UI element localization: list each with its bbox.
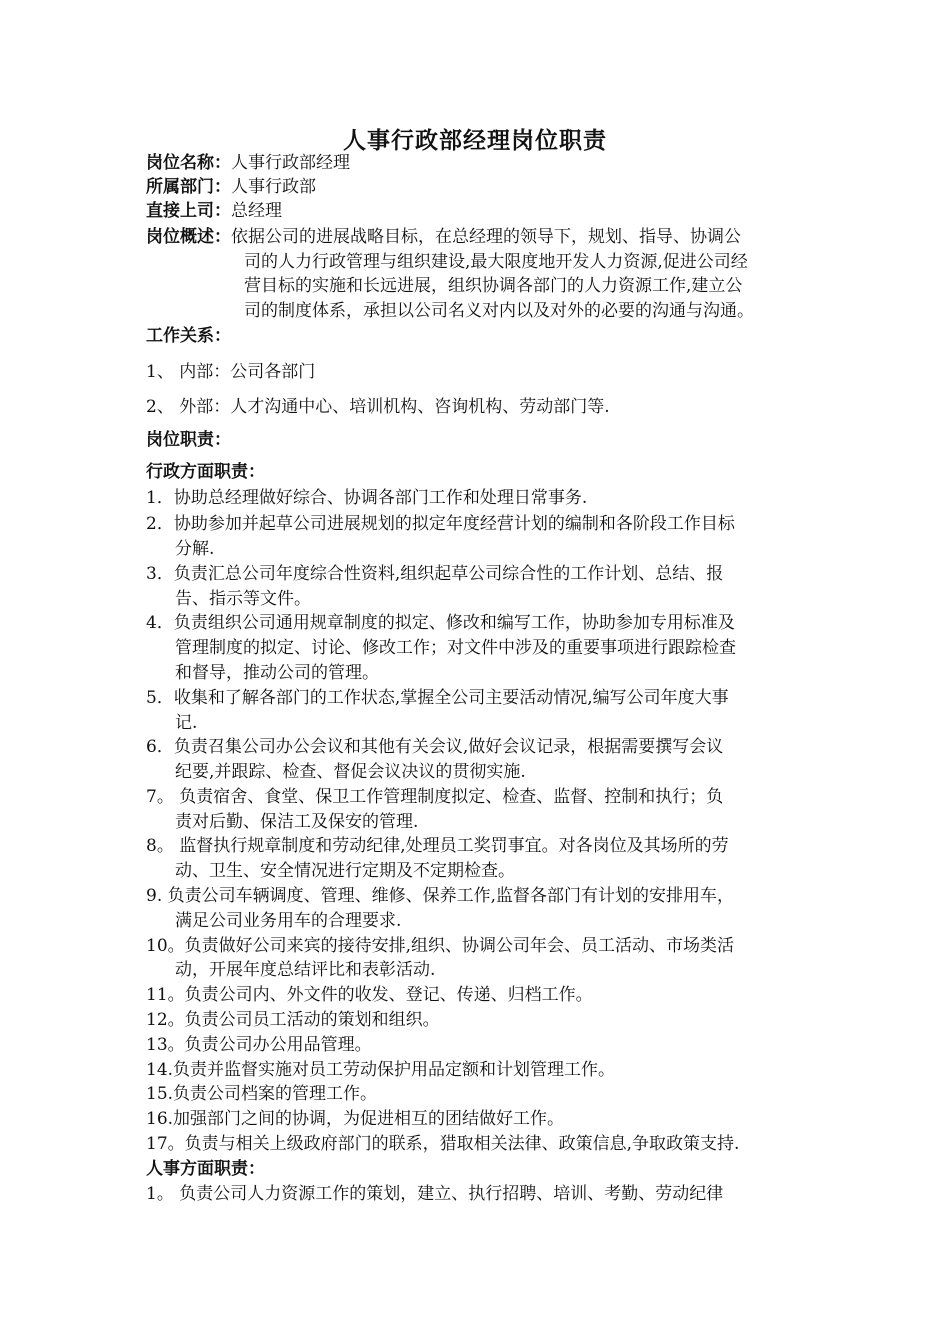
department-value: 人事行政部	[231, 177, 316, 197]
duty-line: 8。 监督执行规章制度和劳动纪律,处理员工奖罚事宜。对各岗位及其场所的劳	[146, 836, 729, 856]
duty-line: 7。 负责宿舍、食堂、保卫工作管理制度拟定、检查、监督、控制和执行；负	[146, 787, 724, 807]
department-label: 所属部门：	[146, 177, 231, 197]
duty-line: 6．负责召集公司办公会议和其他有关会议,做好会议记录，根据需要撰写会议	[146, 737, 724, 757]
relation-item: 1、 内部：公司各部门	[146, 362, 316, 382]
hr-duties-heading: 人事方面职责：	[146, 1159, 265, 1179]
duty-line: 1。 负责公司人力资源工作的策划，建立、执行招聘、培训、考勤、劳动纪律	[146, 1184, 724, 1204]
summary-label: 岗位概述：	[146, 227, 231, 247]
duty-line: 2．协助参加并起草公司进展规划的拟定年度经营计划的编制和各阶段工作目标	[146, 514, 735, 534]
post-name-label: 岗位名称：	[146, 153, 231, 173]
summary-line: 司的制度体系，承担以公司名义对内以及对外的必要的沟通与沟通。	[244, 301, 754, 321]
duty-line: 4．负责组织公司通用规章制度的拟定、修改和编写工作，协助参加专用标准及	[146, 613, 735, 633]
duty-line: 记.	[175, 713, 198, 733]
duties-heading: 岗位职责：	[146, 430, 231, 450]
duty-line: 管理制度的拟定、讨论、修改工作；对文件中涉及的重要事项进行跟踪检查	[175, 638, 736, 658]
duty-line: 9. 负责公司车辆调度、管理、维修、保养工作,监督各部门有计划的安排用车，	[146, 886, 735, 906]
duty-line: 17。负责与相关上级政府部门的联系，猎取相关法律、政策信息,争取政策支持.	[146, 1134, 740, 1154]
duty-line: 14.负责并监督实施对员工劳动保护用品定额和计划管理工作。	[146, 1060, 616, 1080]
supervisor-row	[146, 199, 282, 223]
department-row	[146, 175, 316, 199]
duty-line: 动，开展年度总结评比和表彰活动.	[175, 960, 436, 980]
duty-line: 5．收集和了解各部门的工作状态,掌握全公司主要活动情况,编写公司年度大事	[146, 688, 729, 708]
duty-line: 和督导，推动公司的管理。	[175, 663, 379, 683]
duty-line: 16.加强部门之间的协调，为促进相互的团结做好工作。	[146, 1109, 565, 1129]
duty-line: 10。负责做好公司来宾的接待安排,组织、协调公司年会、员工活动、市场类活	[146, 936, 735, 956]
duty-line: 动、卫生、安全情况进行定期及不定期检查。	[175, 861, 515, 881]
duty-line: 15.负责公司档案的管理工作。	[146, 1084, 378, 1104]
page-title: 人事行政部经理岗位职责	[343, 127, 607, 154]
supervisor-value: 总经理	[231, 201, 282, 221]
post-name-value: 人事行政部经理	[231, 153, 350, 173]
supervisor-label: 直接上司：	[146, 201, 231, 221]
duty-line: 告、指示等文件。	[175, 589, 311, 609]
relation-item: 2、 外部：人才沟通中心、培训机构、咨询机构、劳动部门等.	[146, 397, 610, 417]
relations-heading: 工作关系：	[146, 326, 231, 346]
duty-line: 满足公司业务用车的合理要求.	[175, 911, 402, 931]
post-name-row	[146, 151, 350, 175]
summary-line: 司的人力行政管理与组织建设,最大限度地开发人力资源,促进公司经	[244, 252, 748, 272]
duty-line: 12。负责公司员工活动的策划和组织。	[146, 1010, 440, 1030]
duty-line: 纪要,并跟踪、检查、督促会议决议的贯彻实施.	[175, 762, 526, 782]
duty-line: 1．协助总经理做好综合、协调各部门工作和处理日常事务.	[146, 488, 588, 508]
duty-line: 责对后勤、保洁工及保安的管理.	[175, 812, 419, 832]
duty-line: 11。负责公司内、外文件的收发、登记、传递、归档工作。	[146, 985, 593, 1005]
summary-line: 依据公司的进展战略目标，在总经理的领导下，规划、指导、协调公	[231, 227, 741, 247]
admin-duties-heading: 行政方面职责：	[146, 462, 265, 482]
duty-line: 分解.	[175, 539, 215, 559]
duty-line: 13。负责公司办公用品管理。	[146, 1035, 372, 1055]
duty-line: 3．负责汇总公司年度综合性资料,组织起草公司综合性的工作计划、总结、报	[146, 564, 724, 584]
summary-line: 营目标的实施和长远进展，组织协调各部门的人力资源工作,建立公	[244, 276, 743, 296]
summary-row	[146, 225, 741, 249]
